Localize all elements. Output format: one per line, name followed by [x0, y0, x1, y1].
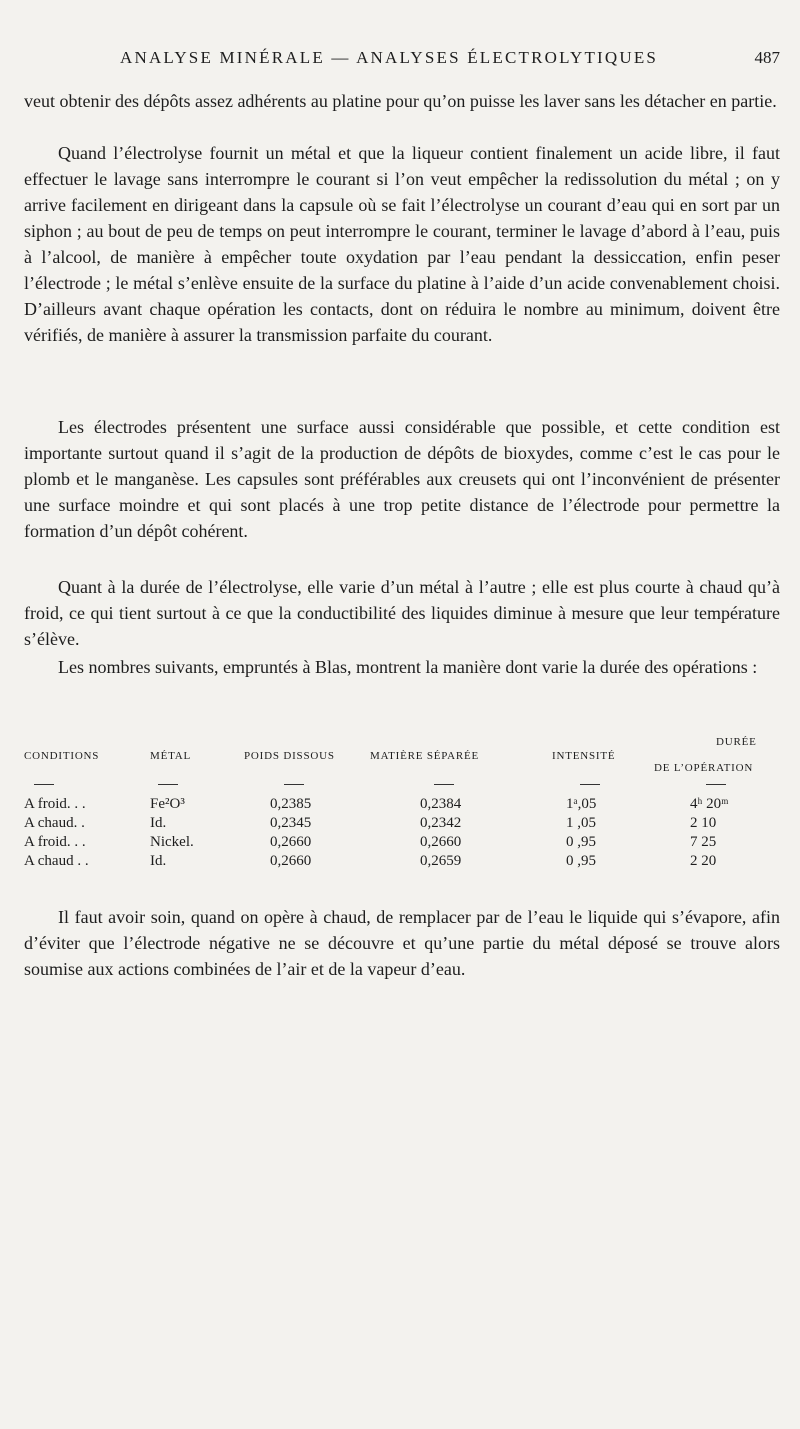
header-matiere-separee: MATIÈRE SÉPARÉE: [370, 750, 480, 762]
table-row: [0, 815, 800, 834]
table-row: [0, 796, 800, 815]
header-de-l-operation: DE L’OPÉRATION: [654, 762, 754, 774]
cell-conditions: A chaud. .: [24, 815, 85, 831]
cell-poids: 0,2385: [270, 796, 312, 812]
table-row: [0, 853, 800, 872]
running-header: [24, 46, 780, 72]
cell-metal: Nickel.: [150, 834, 194, 850]
cell-intensite: 0 ,95: [566, 834, 596, 850]
cell-conditions: A froid. . .: [24, 796, 86, 812]
cell-matiere: 0,2342: [420, 815, 462, 831]
column-rule-duree: [706, 784, 726, 785]
page-number: 487: [754, 48, 780, 67]
cell-metal: Id.: [150, 815, 167, 831]
header-duree: DURÉE: [716, 736, 757, 748]
cell-intensite: 1 ,05: [566, 815, 596, 831]
paragraph-blas: Les nombres suivants, empruntés à Blas, montrent la manière dont varie la durée des opérations :: [58, 657, 758, 677]
cell-intensite: 1ᵃ,05: [566, 796, 597, 812]
column-rule-metal: [158, 784, 178, 785]
cell-duree: 2 20: [690, 853, 717, 869]
cell-matiere: 0,2660: [420, 834, 462, 850]
cell-poids: 0,2660: [270, 853, 312, 869]
header-intensite: INTENSITÉ: [552, 750, 616, 762]
cell-duree: 2 10: [690, 815, 717, 831]
cell-intensite: 0 ,95: [566, 853, 596, 869]
paragraph-evaporation: Il faut avoir soin, quand on opère à chaud, de remplacer par de l’eau le liquide qui s’évapore, afin d’éviter que l’électrode négative ne se découvre et qu’une partie du métal déposé se trouve alors soumise aux actions combinées de l’air et de la vapeur d’eau.: [24, 907, 780, 979]
cell-duree: 4ʰ 20ᵐ: [690, 796, 729, 812]
header-poids-dissous: POIDS DISSOUS: [244, 750, 335, 762]
cell-metal: Fe²O³: [150, 796, 185, 812]
cell-matiere: 0,2384: [420, 796, 462, 812]
running-title: ANALYSE MINÉRALE — ANALYSES ÉLECTROLYTIQUES: [120, 48, 659, 67]
table-body: [0, 796, 800, 872]
table-header: [0, 736, 800, 776]
cell-poids: 0,2345: [270, 815, 312, 831]
cell-conditions: A chaud . .: [24, 853, 89, 869]
column-rule-intensite: [580, 784, 600, 785]
column-rule-poids: [284, 784, 304, 785]
table-row: [0, 834, 800, 853]
paragraph-lavage: Quand l’électrolyse fournit un métal et que la liqueur contient finalement un acide libre, il faut effectuer le lavage sans interrompre le courant si l’on veut empêcher la redissolution du métal ; on y arrive facilement en dirigeant dans la capsule où se fait l’électrolyse un courant d’eau qui en sort par un siphon ; au bout de peu de temps on peut interrompre le courant, terminer le lavage d’abord à l’eau, puis à l’alcool, de manière à empêcher toute oxydation par l’eau pendant la dessiccation, enfin peser l’électrode ; le métal s’enlève ensuite de la surface du platine à l’aide d’un acide convenablement choisi. D’ailleurs avant chaque opération les contacts, dont on réduira le nombre au minimum, doivent être vérifiés, de manière à assurer la transmission parfaite du courant.: [24, 143, 780, 345]
cell-matiere: 0,2659: [420, 853, 462, 869]
paragraph-continued: veut obtenir des dépôts assez adhérents au platine pour qu’on puisse les laver sans les détacher en partie.: [24, 91, 777, 111]
column-rule-conditions: [34, 784, 54, 785]
header-conditions: CONDITIONS: [24, 750, 100, 762]
header-metal: MÉTAL: [150, 750, 192, 762]
paragraph-duree: Quant à la durée de l’électrolyse, elle varie d’un métal à l’autre ; elle est plus courte à chaud qu’à froid, ce qui tient surtout à ce que la conductibilité des liquides diminue à mesure que leur température s’élève.: [24, 577, 780, 649]
paragraph-electrodes: Les électrodes présentent une surface aussi considérable que possible, et cette condition est importante surtout quand il s’agit de la production de dépôts de bioxydes, comme c’est le cas pour le plomb et le manganèse. Les capsules sont préférables aux creusets qui ont l’inconvénient de présenter une surface moindre et qui sont placés à une trop petite distance de l’électrode pour permettre la formation d’un dépôt cohérent.: [24, 417, 780, 541]
cell-metal: Id.: [150, 853, 167, 869]
cell-poids: 0,2660: [270, 834, 312, 850]
cell-duree: 7 25: [690, 834, 717, 850]
cell-conditions: A froid. . .: [24, 834, 86, 850]
column-rule-matiere: [434, 784, 454, 785]
